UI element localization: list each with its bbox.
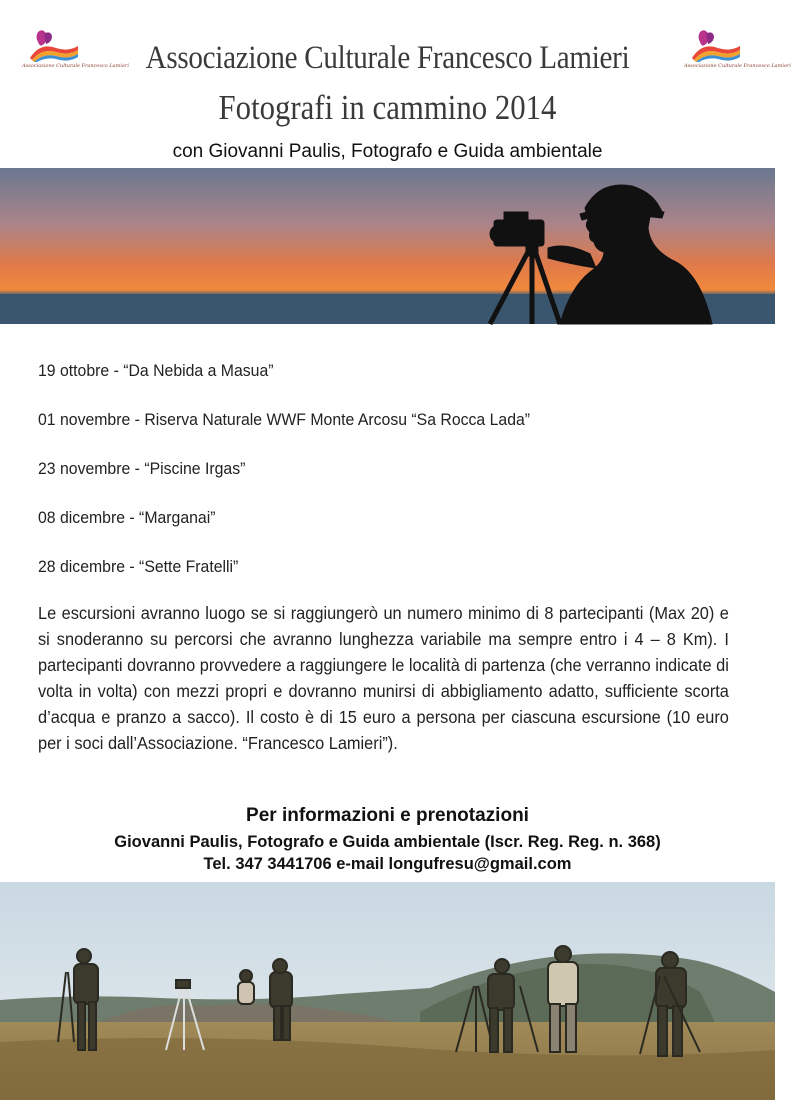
group-photographers-photo xyxy=(0,882,775,1100)
sunset-photographer-photo xyxy=(0,168,775,324)
schedule-item: 01 novembre - Riserva Naturale WWF Monte Arcosu “Sa Rocca Lada” xyxy=(38,410,531,429)
association-title: Associazione Culturale Francesco Lamieri xyxy=(145,40,630,76)
schedule-item: 19 ottobre - “Da Nebida a Masua” xyxy=(38,361,274,380)
contact-heading: Per informazioni e prenotazioni xyxy=(246,805,529,826)
event-subtitle: con Giovanni Paulis, Fotografo e Guida ambientale xyxy=(172,141,603,162)
event-title: Fotografi in cammino 2014 xyxy=(218,88,557,127)
contact-guide-line: Giovanni Paulis, Fotografo e Guida ambientale (Iscr. Reg. Reg. n. 368) xyxy=(114,833,661,851)
rainbow-logo-icon xyxy=(22,28,84,62)
association-logo-left xyxy=(22,28,129,76)
schedule-item: 08 dicembre - “Marganai” xyxy=(38,508,216,527)
logo-caption-right: Associazione Culturale Francesco Lamieri xyxy=(684,63,791,69)
logo-caption-left: Associazione Culturale Francesco Lamieri xyxy=(22,63,129,69)
schedule-item: 28 dicembre - “Sette Fratelli” xyxy=(38,557,239,576)
excursion-description: Le escursioni avranno luogo se si raggiungerò un numero minimo di 8 partecipanti (Max 20) e si snoderanno su percorsi che avranno lunghezza variabile ma sempre entro i 4 – 8 Km). I partecipanti dovranno provvedere a raggiungere le località di partenza (che verranno indicate di volta in volta) con mezzi propri e dovranno munirsi di abbigliamento adatto, sufficiente scorta d’acqua e pranzo a sacco). Il costo è di 15 euro a persona per ciascuna escursione (10 euro per i soci dall’Associazione. “Francesco Lamieri”). xyxy=(38,603,729,753)
rainbow-logo-icon xyxy=(684,28,746,62)
contact-phone-email-line: Tel. 347 3441706 e-mail longufresu@gmail.com xyxy=(203,855,572,873)
schedule-item: 23 novembre - “Piscine Irgas” xyxy=(38,459,246,478)
association-logo-right xyxy=(684,28,791,76)
